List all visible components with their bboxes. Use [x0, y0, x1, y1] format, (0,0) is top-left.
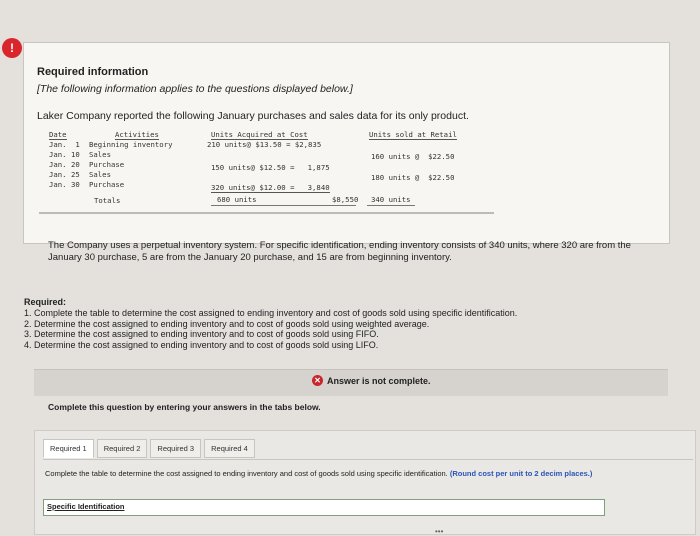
row-date: Jan. 25 — [49, 170, 80, 179]
row-acquired: 210 units@ $13.50 = $2,835 — [207, 140, 322, 149]
totals-cost: $8,550 — [332, 195, 359, 204]
required-tabs — [43, 439, 255, 458]
totals-units: 680 units — [217, 195, 257, 204]
row-activity: Purchase — [89, 180, 125, 189]
row-sold: 160 units @ $22.50 — [371, 152, 455, 161]
totals-underline — [211, 205, 356, 206]
row-activity: Sales — [89, 150, 111, 159]
specific-identification-header — [43, 499, 605, 516]
header-activities: Activities — [115, 130, 159, 139]
x-circle-icon: ✕ — [312, 375, 323, 386]
required-item: 3. Determine the cost assigned to ending inventory and to cost of goods sold using FIFO. — [24, 329, 379, 340]
row-activity: Purchase — [89, 160, 125, 169]
row-date: Jan. 20 — [49, 160, 80, 169]
specific-id-paragraph: The Company uses a perpetual inventory system. For specific identification, ending inventory consists of 340 units, where 320 are from the January 30 purchase, 5 are from the January 20 purchase, and 15 are from beginning inventory. — [48, 240, 631, 263]
purchases-sales-table — [49, 130, 494, 221]
required-item: 1. Complete the table to determine the cost assigned to ending inventory and cost of goods sold using specific identification. — [24, 307, 518, 318]
row-acquired: 320 units@ $12.00 = 3,840 — [211, 183, 330, 192]
intro-text: Laker Company reported the following January purchases and sales data for its only product. — [37, 110, 469, 122]
sold-underline — [367, 205, 415, 206]
complete-instructions: Complete this question by entering your answers in the tabs below. — [48, 402, 321, 412]
row-date: Jan. 1 — [49, 140, 80, 149]
answer-status-text: Answer is not complete. — [327, 375, 431, 386]
header-sold: Units sold at Retail — [369, 130, 457, 139]
header-acquired: Units Acquired at Cost — [211, 130, 308, 139]
row-activity: Beginning inventory — [89, 140, 173, 149]
answer-status — [312, 375, 431, 386]
row-acquired: 150 units@ $12.50 = 1,875 — [211, 163, 330, 172]
row-date: Jan. 10 — [49, 150, 80, 159]
alert-icon: ! — [2, 38, 22, 58]
tab-required-4[interactable]: Required 4 — [204, 439, 255, 458]
instruction-text: Complete the table to determine the cost assigned to ending inventory and cost of goods sold using specific identification. — [45, 469, 448, 478]
header-date: Date — [49, 130, 67, 139]
required-list — [24, 297, 517, 351]
tabs-divider — [43, 459, 693, 460]
totals-sold: 340 units — [371, 195, 411, 204]
row-activity: Sales — [89, 170, 111, 179]
required-item: 2. Determine the cost assigned to ending inventory and to cost of goods sold using weighted average. — [24, 318, 430, 329]
answer-status-bar — [34, 369, 668, 396]
more-icon: ••• — [435, 527, 444, 536]
tab-instruction — [45, 469, 693, 479]
required-info-note: [The following information applies to the questions displayed below.] — [37, 83, 353, 95]
answer-panel — [34, 430, 696, 535]
specific-identification-label: Specific Identification — [47, 502, 125, 511]
required-info-title: Required information — [37, 66, 149, 78]
required-info-card — [23, 42, 670, 244]
tab-required-1[interactable]: Required 1 — [43, 439, 94, 458]
tab-required-3[interactable]: Required 3 — [150, 439, 201, 458]
tab-required-2[interactable]: Required 2 — [97, 439, 148, 458]
required-item: 4. Determine the cost assigned to ending inventory and to cost of goods sold using LIFO. — [24, 340, 379, 351]
totals-label: Totals — [94, 196, 121, 205]
required-heading: Required: — [24, 297, 67, 307]
row-date: Jan. 30 — [49, 180, 80, 189]
rounding-hint: (Round cost per unit to 2 decim places.) — [449, 469, 593, 478]
table-bottom-rule — [39, 212, 494, 214]
row-sold: 180 units @ $22.50 — [371, 173, 455, 182]
